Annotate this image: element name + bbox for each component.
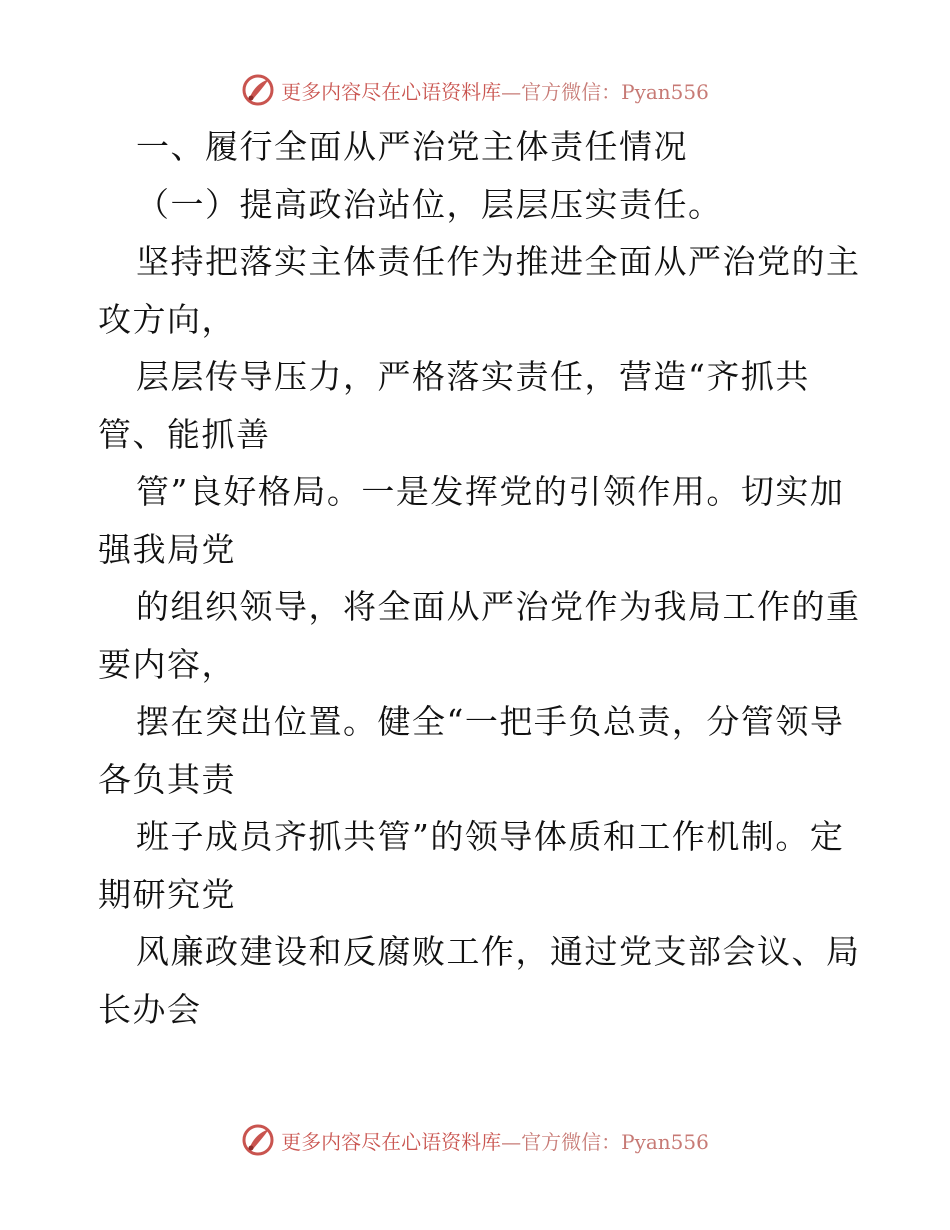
watermark-site: 更多内容尽在心语资料库: [281, 79, 502, 104]
document-body: [98, 118, 861, 1038]
text-line: 强我局党: [98, 529, 236, 569]
text-line: 层层传导压力，严格落实责任，营造“齐抓共: [136, 357, 810, 396]
text-line: 攻方向，: [98, 299, 236, 339]
text-line: 的组织领导，将全面从严治党作为我局工作的重: [136, 587, 861, 626]
text-line: 摆在突出位置。健全“一把手负总责，分管领导: [136, 702, 845, 741]
text-line: 期研究党: [98, 874, 236, 914]
section-heading: 一、履行全面从严治党主体责任情况: [136, 127, 688, 166]
header-watermark: [0, 70, 950, 110]
footer-watermark: [0, 1120, 950, 1160]
text-line: 管”良好格局。一是发挥党的引领作用。切实加: [136, 472, 845, 511]
brush-logo-icon: [241, 73, 275, 107]
subsection-heading: （一）提高政治站位，层层压实责任。: [136, 184, 723, 224]
text-line: 各负其责: [98, 759, 236, 799]
watermark-contact: 官方微信：Pyan556: [521, 1129, 709, 1154]
text-line: 要内容，: [98, 644, 236, 684]
watermark-separator: —: [501, 1129, 522, 1154]
text-line: 坚持把落实主体责任作为推进全面从严治党的主: [136, 242, 861, 281]
watermark-text: [281, 1126, 709, 1155]
text-line: 长办会: [98, 989, 202, 1029]
paragraph: [98, 233, 861, 1038]
text-line: 管、能抓善: [98, 414, 271, 454]
text-line: 班子成员齐抓共管”的领导体质和工作机制。定: [136, 817, 845, 856]
text-line: 风廉政建设和反腐败工作，通过党支部会议、局: [136, 932, 861, 971]
brush-logo-icon: [241, 1123, 275, 1157]
watermark-contact: 官方微信：Pyan556: [521, 79, 709, 104]
watermark-site: 更多内容尽在心语资料库: [281, 1129, 502, 1154]
watermark-separator: —: [501, 79, 522, 104]
watermark-text: [281, 76, 709, 105]
